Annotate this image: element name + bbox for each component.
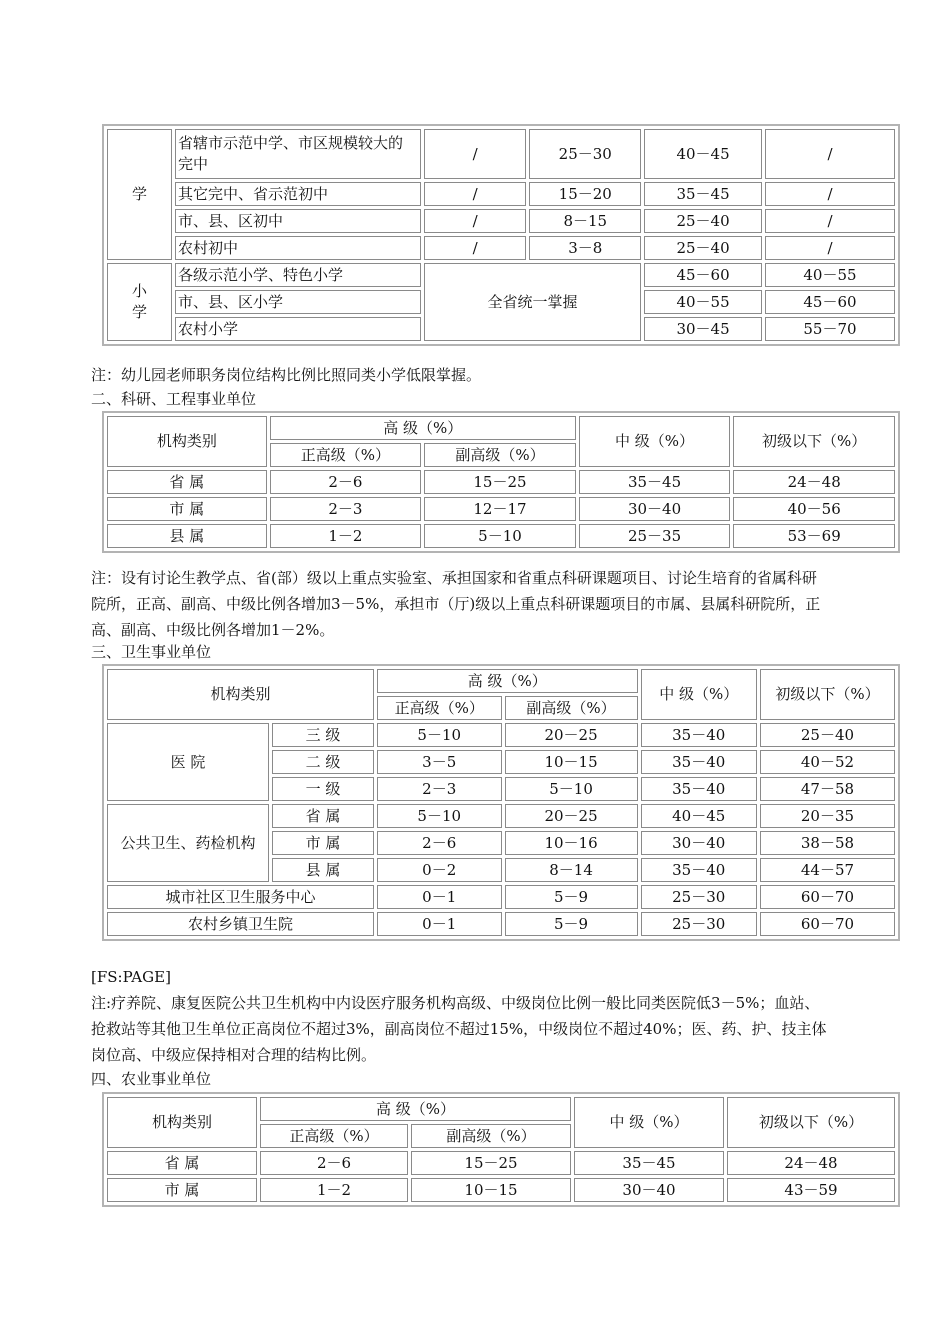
cell: 8－14 bbox=[505, 858, 638, 882]
row-label: 市、县、区初中 bbox=[175, 209, 421, 233]
cell: 35－40 bbox=[641, 858, 757, 882]
note-health-line: 岗位高、中级应保持相对合理的结构比例。 bbox=[91, 1046, 377, 1064]
cell: 5－10 bbox=[505, 777, 638, 801]
row-label: 其它完中、省示范初中 bbox=[175, 182, 421, 206]
cell: 3－5 bbox=[377, 750, 502, 774]
row-label: 省 属 bbox=[107, 1151, 257, 1175]
group-xiaoxue: 小 学 bbox=[107, 263, 172, 341]
cell: 60－70 bbox=[760, 912, 895, 936]
row-label: 城市社区卫生服务中心 bbox=[107, 885, 374, 909]
cell: 40－45 bbox=[644, 129, 762, 179]
sub-label: 二 级 bbox=[272, 750, 374, 774]
cell: 2－6 bbox=[260, 1151, 408, 1175]
cell: 5－9 bbox=[505, 912, 638, 936]
cell: 10－15 bbox=[411, 1178, 571, 1202]
cell: 0－2 bbox=[377, 858, 502, 882]
cell: 35－40 bbox=[641, 723, 757, 747]
note-health-line: 抢救站等其他卫生单位正高岗位不超过3%，副高岗位不超过15%，中级岗位不超过40%；医、药、护、技主体 bbox=[91, 1020, 827, 1038]
row-label: 农村乡镇卫生院 bbox=[107, 912, 374, 936]
cell: 12－17 bbox=[424, 497, 576, 521]
header-senior: 高 级（%） bbox=[377, 669, 638, 693]
cell: / bbox=[424, 129, 527, 179]
header-full: 正高级（%） bbox=[377, 696, 502, 720]
cell: 40－55 bbox=[644, 290, 762, 314]
row-label: 省辖市示范中学、市区规模较大的完中 bbox=[175, 129, 421, 179]
cell: 24－48 bbox=[727, 1151, 895, 1175]
cell: / bbox=[765, 129, 895, 179]
header-senior: 高 级（%） bbox=[260, 1097, 571, 1121]
cell: 35－40 bbox=[641, 750, 757, 774]
cell: 2－3 bbox=[270, 497, 422, 521]
row-label: 市 属 bbox=[107, 1178, 257, 1202]
section-title-agriculture: 四、农业事业单位 bbox=[91, 1070, 212, 1088]
cell: 8－15 bbox=[529, 209, 641, 233]
page-marker: [FS:PAGE] bbox=[91, 968, 171, 986]
group-hospital: 医 院 bbox=[107, 723, 269, 801]
cell: 0－1 bbox=[377, 885, 502, 909]
group-zhongxue: 学 bbox=[107, 129, 172, 260]
cell: 30－45 bbox=[644, 317, 762, 341]
cell: 30－40 bbox=[574, 1178, 724, 1202]
header-vice: 副高级（%） bbox=[424, 443, 576, 467]
cell: / bbox=[424, 236, 527, 260]
cell: / bbox=[424, 182, 527, 206]
research-table bbox=[102, 411, 900, 553]
header-vice: 副高级（%） bbox=[505, 696, 638, 720]
note-research bbox=[91, 565, 911, 643]
note-research-line: 高、副高、中级比例各增加1－2%。 bbox=[91, 621, 335, 639]
cell: 25－40 bbox=[644, 236, 762, 260]
cell: 35－45 bbox=[644, 182, 762, 206]
sub-label: 市 属 bbox=[272, 831, 374, 855]
cell: 10－15 bbox=[505, 750, 638, 774]
cell: 2－6 bbox=[270, 470, 422, 494]
cell: 45－60 bbox=[765, 290, 895, 314]
sub-label: 省 属 bbox=[272, 804, 374, 828]
header-full: 正高级（%） bbox=[260, 1124, 408, 1148]
header-type: 机构类别 bbox=[107, 1097, 257, 1148]
section-title-health: 三、卫生事业单位 bbox=[91, 643, 212, 661]
header-junior: 初级以下（%） bbox=[733, 416, 895, 467]
note-research-line: 注：设有讨论生教学点、省(部）级以上重点实验室、承担国家和省重点科研课题项目、讨论生培育的省属科研 bbox=[91, 569, 817, 587]
cell: 38－58 bbox=[760, 831, 895, 855]
header-mid: 中 级（%） bbox=[579, 416, 731, 467]
note-research-line: 院所，正高、副高、中级比例各增加3－5%，承担市（厅)级以上重点科研课题项目的市属、县属科研院所，正 bbox=[91, 595, 821, 613]
cell: 55－70 bbox=[765, 317, 895, 341]
cell: 40－45 bbox=[641, 804, 757, 828]
cell: / bbox=[765, 236, 895, 260]
row-label: 市 属 bbox=[107, 497, 267, 521]
header-type: 机构类别 bbox=[107, 669, 374, 720]
cell: 47－58 bbox=[760, 777, 895, 801]
agriculture-table bbox=[102, 1092, 900, 1207]
cell: 40－52 bbox=[760, 750, 895, 774]
note-health-line: 注:疗养院、康复医院公共卫生机构中内设医疗服务机构高级、中级岗位比例一般比同类医院低3－5%；血站、 bbox=[91, 994, 820, 1012]
cell: 40－56 bbox=[733, 497, 895, 521]
cell: / bbox=[765, 209, 895, 233]
cell: 25－40 bbox=[644, 209, 762, 233]
group-public-health: 公共卫生、药检机构 bbox=[107, 804, 269, 882]
header-junior: 初级以下（%） bbox=[760, 669, 895, 720]
cell: / bbox=[765, 182, 895, 206]
cell: 24－48 bbox=[733, 470, 895, 494]
row-label: 各级示范小学、特色小学 bbox=[175, 263, 421, 287]
cell: 20－25 bbox=[505, 723, 638, 747]
cell: 25－30 bbox=[641, 912, 757, 936]
cell: 53－69 bbox=[733, 524, 895, 548]
header-vice: 副高级（%） bbox=[411, 1124, 571, 1148]
cell: 40－55 bbox=[765, 263, 895, 287]
cell: 0－1 bbox=[377, 912, 502, 936]
row-label: 农村小学 bbox=[175, 317, 421, 341]
row-label: 县 属 bbox=[107, 524, 267, 548]
header-mid: 中 级（%） bbox=[641, 669, 757, 720]
cell: 30－40 bbox=[641, 831, 757, 855]
cell: 10－16 bbox=[505, 831, 638, 855]
cell: 5－10 bbox=[424, 524, 576, 548]
sub-label: 一 级 bbox=[272, 777, 374, 801]
note-kindergarten: 注：幼儿园老师职务岗位结构比例比照同类小学低限掌握。 bbox=[91, 366, 482, 384]
cell: 44－57 bbox=[760, 858, 895, 882]
sub-label: 三 级 bbox=[272, 723, 374, 747]
cell: 2－3 bbox=[377, 777, 502, 801]
cell: 15－25 bbox=[424, 470, 576, 494]
cell: 15－25 bbox=[411, 1151, 571, 1175]
cell: 35－45 bbox=[574, 1151, 724, 1175]
health-table bbox=[102, 664, 900, 941]
cell: 20－35 bbox=[760, 804, 895, 828]
merged-note: 全省统一掌握 bbox=[424, 263, 641, 341]
cell: 25－40 bbox=[760, 723, 895, 747]
education-table bbox=[102, 124, 900, 346]
cell: 43－59 bbox=[727, 1178, 895, 1202]
cell: 25－30 bbox=[529, 129, 641, 179]
cell: 1－2 bbox=[260, 1178, 408, 1202]
header-full: 正高级（%） bbox=[270, 443, 422, 467]
cell: 25－35 bbox=[579, 524, 731, 548]
cell: 5－9 bbox=[505, 885, 638, 909]
cell: 15－20 bbox=[529, 182, 641, 206]
note-health bbox=[91, 990, 911, 1068]
cell: 20－25 bbox=[505, 804, 638, 828]
cell: 5－10 bbox=[377, 804, 502, 828]
header-junior: 初级以下（%） bbox=[727, 1097, 895, 1148]
cell: 30－40 bbox=[579, 497, 731, 521]
cell: 35－40 bbox=[641, 777, 757, 801]
cell: 60－70 bbox=[760, 885, 895, 909]
section-title-research: 二、科研、工程事业单位 bbox=[91, 390, 257, 408]
row-label: 市、县、区小学 bbox=[175, 290, 421, 314]
cell: 3－8 bbox=[529, 236, 641, 260]
sub-label: 县 属 bbox=[272, 858, 374, 882]
header-senior: 高 级（%） bbox=[270, 416, 576, 440]
header-type: 机构类别 bbox=[107, 416, 267, 467]
cell: 2－6 bbox=[377, 831, 502, 855]
row-label: 省 属 bbox=[107, 470, 267, 494]
row-label: 农村初中 bbox=[175, 236, 421, 260]
cell: 5－10 bbox=[377, 723, 502, 747]
cell: 1－2 bbox=[270, 524, 422, 548]
cell: / bbox=[424, 209, 527, 233]
header-mid: 中 级（%） bbox=[574, 1097, 724, 1148]
cell: 25－30 bbox=[641, 885, 757, 909]
cell: 45－60 bbox=[644, 263, 762, 287]
cell: 35－45 bbox=[579, 470, 731, 494]
